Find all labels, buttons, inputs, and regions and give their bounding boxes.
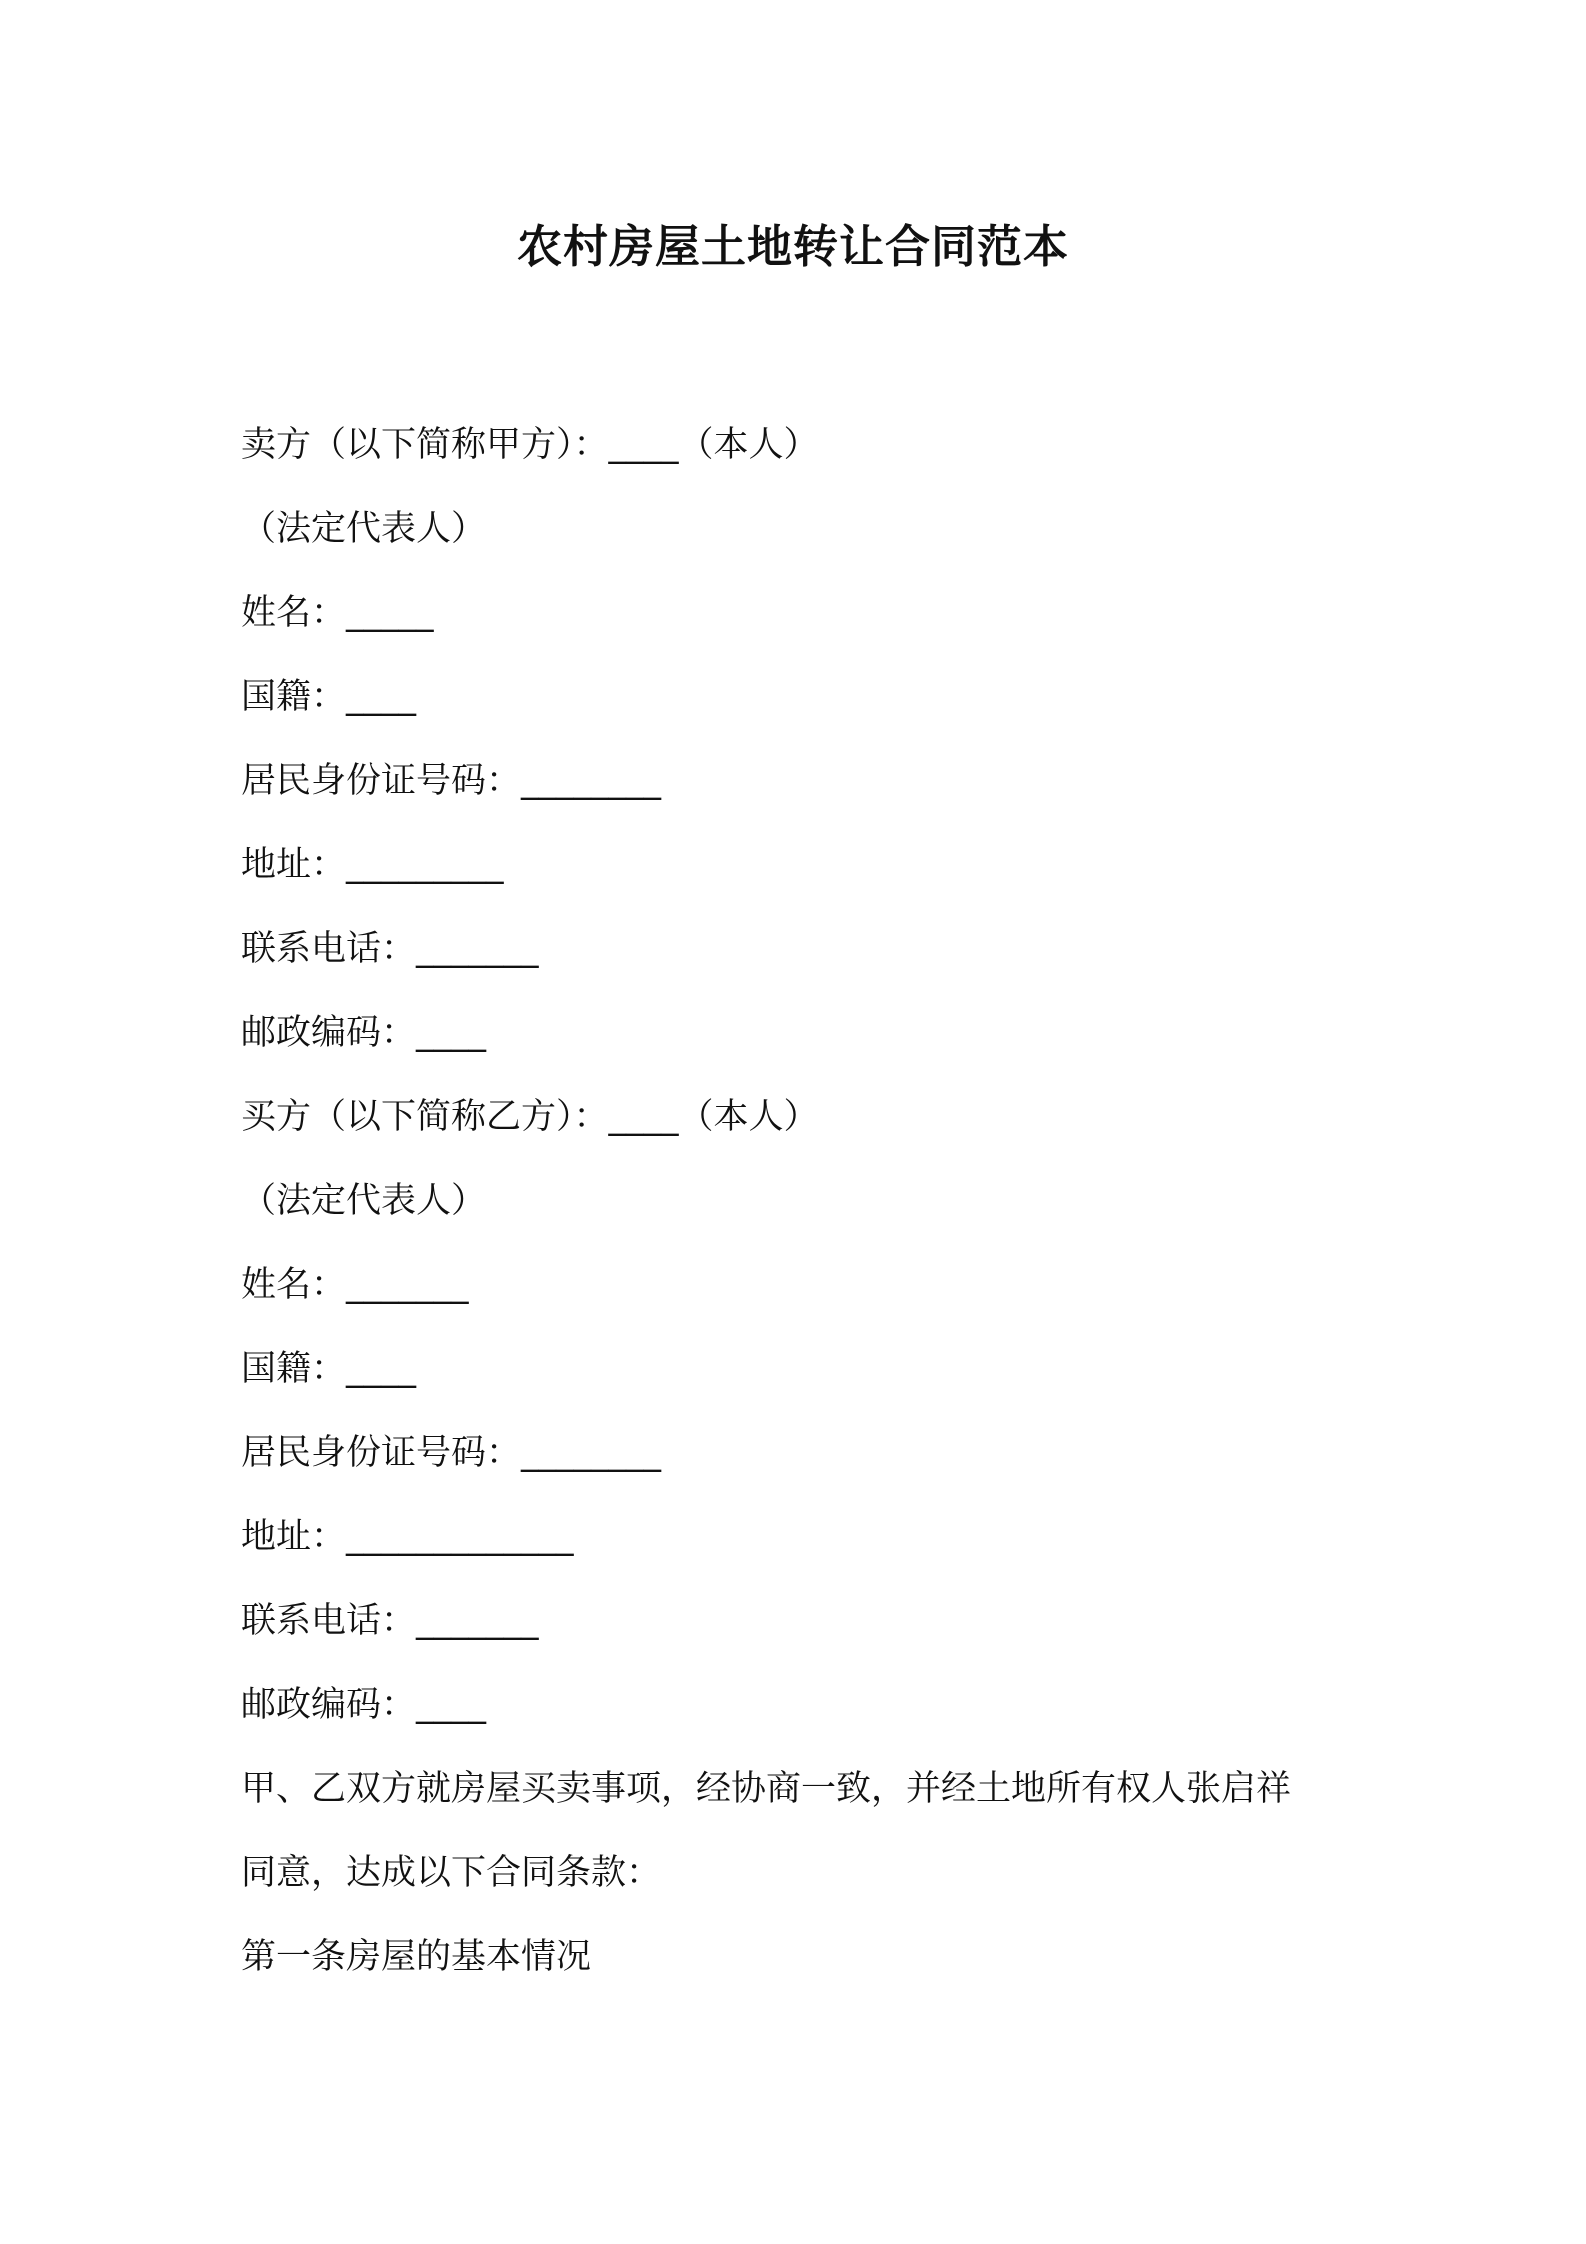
seller-phone-line: 联系电话：_______ — [241, 929, 539, 969]
buyer-name-line: 姓名：_______ — [241, 1265, 469, 1305]
seller-name-line: 姓名：_____ — [241, 593, 434, 633]
article-one-heading: 第一条房屋的基本情况 — [241, 1937, 592, 1977]
seller-id-number-line: 居民身份证号码：________ — [241, 761, 662, 801]
seller-party-line: 卖方（以下简称甲方）：____（本人） — [241, 425, 819, 465]
buyer-legal-rep-line: （法定代表人） — [241, 1181, 487, 1221]
buyer-id-number-line: 居民身份证号码：________ — [241, 1433, 662, 1473]
seller-nationality-line: 国籍：____ — [241, 677, 417, 717]
agreement-paragraph-line-1: 甲、乙双方就房屋买卖事项，经协商一致，并经土地所有权人张启祥 — [241, 1769, 1292, 1809]
document-title: 农村房屋土地转让合同范本 — [516, 220, 1069, 273]
buyer-postcode-line: 邮政编码：____ — [241, 1685, 487, 1725]
buyer-nationality-line: 国籍：____ — [241, 1349, 417, 1389]
seller-postcode-line: 邮政编码：____ — [241, 1013, 487, 1053]
document-body — [241, 403, 1421, 1999]
agreement-paragraph-line-2: 同意，达成以下合同条款： — [241, 1853, 662, 1893]
buyer-phone-line: 联系电话：_______ — [241, 1601, 539, 1641]
seller-address-line: 地址：_________ — [241, 845, 504, 885]
seller-legal-rep-line: （法定代表人） — [241, 509, 487, 549]
buyer-party-line: 买方（以下简称乙方）：____（本人） — [241, 1097, 819, 1137]
buyer-address-line: 地址：_____________ — [241, 1517, 574, 1557]
